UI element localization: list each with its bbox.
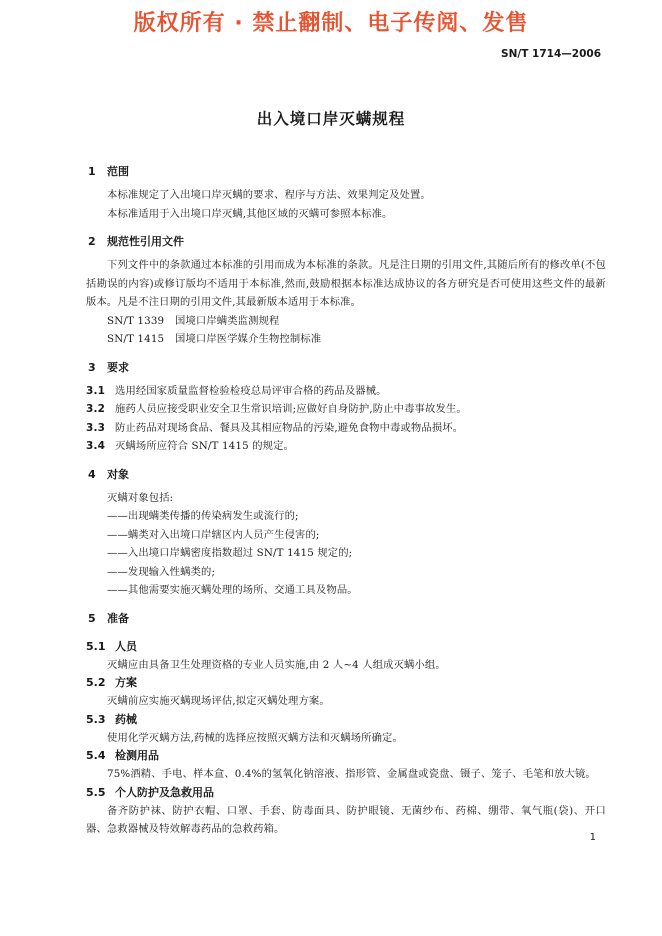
- standard-code: SN/T 1714—2006: [501, 48, 601, 60]
- document-body: [86, 164, 606, 839]
- paragraph: 灭螨前应实施灭螨现场评估,拟定灭螨处理方案。: [107, 695, 330, 707]
- subsection-title: 方案: [115, 676, 137, 689]
- subsection-number: 5.2: [86, 676, 106, 689]
- subsection-number: 5.1: [86, 639, 106, 653]
- reference-item: [86, 330, 606, 349]
- section-title: 要求: [107, 360, 129, 374]
- subsection-title: 药械: [115, 712, 137, 726]
- list-item: ——入出境口岸螨密度指数超过 SN/T 1415 规定的;: [107, 547, 353, 559]
- copyright-watermark: 版权所有 · 禁止翻制、电子传阅、发售: [133, 11, 529, 36]
- paragraph: 使用化学灭螨方法,药械的选择应按照灭螨方法和灭螨场所确定。: [107, 731, 403, 744]
- paragraph: 下列文件中的条款通过本标准的引用而成为本标准的条款。凡是注日期的引用文件,其随后所有的修改单(不包括勘误的内容)或修订版均不适用于本标准,然而,鼓励根据本标准达成协议的各方研究是否可使用这些文件的最新版本。凡是不注日期的引用文件,其最新版本适用于本标准。: [86, 259, 606, 308]
- section-title: 对象: [107, 467, 129, 481]
- reference-name: 国境口岸螨类监测规程: [175, 314, 280, 327]
- clause-item: [86, 419, 606, 438]
- reference-name: 国境口岸医学媒介生物控制标准: [175, 333, 322, 345]
- clause-text: 选用经国家质量监督检验检疫总局评审合格的药品及器械。: [115, 384, 387, 397]
- section-title: 范围: [107, 165, 129, 178]
- paragraph: 本标准适用于入出境口岸灭螨,其他区域的灭螨可参照本标准。: [107, 207, 393, 220]
- subsection-title: 人员: [115, 639, 137, 653]
- list-item: ——出现螨类传播的传染病发生或流行的;: [107, 510, 299, 522]
- section-number: 1: [88, 165, 96, 178]
- list-item: ——螨类对入出境口岸辖区内人员产生侵害的;: [107, 528, 320, 541]
- clause-item: [86, 437, 606, 456]
- section-1-heading: [86, 164, 606, 180]
- section-number: 5: [88, 611, 96, 625]
- clause-text: 防止药品对现场食品、餐具及其相应物品的污染,避免食物中毒或物品损坏。: [115, 421, 464, 434]
- subsection-heading: [86, 638, 606, 656]
- paragraph: 备齐防护袜、防护衣帽、口罩、手套、防毒面具、防护眼镜、无菌纱布、药棉、绷带、氧气瓶(袋)、开口器、急救器械及特效解毒药品的急救药箱。: [86, 804, 606, 835]
- subsection-heading: [86, 674, 606, 692]
- subsection-number: 5.5: [86, 785, 106, 799]
- section-4-heading: [86, 467, 606, 483]
- clause-number: 3.2: [86, 403, 106, 415]
- subsection-heading: [86, 747, 606, 765]
- reference-code: SN/T 1415: [107, 333, 165, 345]
- paragraph: 灭螨应由具备卫生处理资格的专业人员实施,由 2 人~4 人组成灭螨小组。: [107, 658, 446, 671]
- subsection-heading: [86, 784, 606, 802]
- clause-item: [86, 382, 606, 401]
- section-title: 准备: [107, 611, 129, 625]
- clause-number: 3.1: [86, 384, 106, 397]
- section-title: 规范性引用文件: [107, 235, 184, 248]
- section-number: 3: [88, 360, 96, 374]
- subsection-heading: [86, 711, 606, 729]
- clause-text: 灭螨场所应符合 SN/T 1415 的规定。: [115, 440, 294, 452]
- subsection-title: 检测用品: [115, 749, 159, 762]
- subsection-title: 个人防护及急救用品: [115, 785, 214, 799]
- section-5-heading: [86, 611, 606, 627]
- list-item: ——其他需要实施灭螨处理的场所、交通工具及物品。: [107, 584, 358, 596]
- subsection-number: 5.4: [86, 749, 106, 762]
- clause-number: 3.3: [86, 421, 106, 434]
- paragraph: 75%酒精、手电、样本盒、0.4%的氢氧化钠溶液、指形管、金属盘或瓷盘、镊子、笼子、毛笔和放大镜。: [107, 768, 596, 780]
- clause-item: [86, 400, 606, 419]
- page-number: 1: [589, 832, 596, 843]
- section-3-heading: [86, 360, 606, 376]
- section-number: 4: [88, 467, 96, 481]
- paragraph: 本标准规定了入出境口岸灭螨的要求、程序与方法、效果判定及处置。: [107, 189, 431, 201]
- section-number: 2: [88, 235, 96, 248]
- document-title: 出入境口岸灭螨规程: [256, 110, 406, 128]
- paragraph: 灭螨对象包括:: [107, 491, 174, 504]
- reference-item: [86, 312, 606, 331]
- clause-number: 3.4: [86, 440, 106, 452]
- clause-text: 施药人员应接受职业安全卫生常识培训;应做好自身防护,防止中毒事故发生。: [115, 403, 467, 415]
- section-2-heading: [86, 234, 606, 250]
- reference-code: SN/T 1339: [107, 314, 165, 327]
- list-item: ——发现输入性螨类的;: [107, 565, 216, 578]
- subsection-number: 5.3: [86, 712, 106, 726]
